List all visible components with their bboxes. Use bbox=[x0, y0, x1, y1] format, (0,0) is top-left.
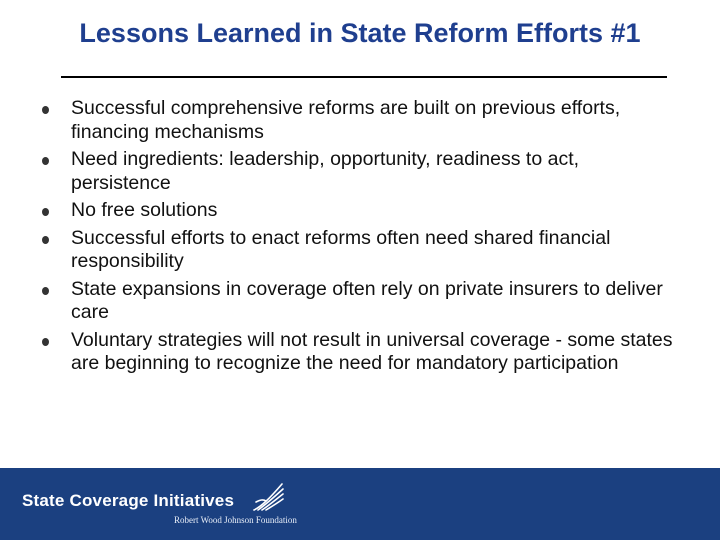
slide-title: Lessons Learned in State Reform Efforts #1 bbox=[79, 18, 641, 48]
footer-foundation: Robert Wood Johnson Foundation bbox=[174, 515, 297, 525]
bullet-item bbox=[40, 97, 680, 144]
bullet-dot-icon bbox=[42, 287, 49, 295]
bullet-text: No free solutions bbox=[71, 199, 218, 221]
bullet-text: Voluntary strategies will not result in universal coverage - some states are beginning to recognize the need for mandatory participation bbox=[71, 328, 673, 374]
bullet-list bbox=[40, 97, 680, 380]
title-divider bbox=[61, 76, 667, 78]
bullet-text: State expansions in coverage often rely on private insurers to deliver care bbox=[71, 277, 663, 323]
bullet-item bbox=[40, 199, 680, 223]
bullet-item bbox=[40, 329, 680, 376]
bullet-text: Successful comprehensive reforms are built on previous efforts, financing mechanisms bbox=[71, 97, 621, 143]
bullet-item bbox=[40, 148, 680, 195]
eagle-logo-icon bbox=[250, 480, 286, 516]
bullet-dot-icon bbox=[42, 208, 49, 216]
bullet-text: Need ingredients: leadership, opportunity, readiness to act, persistence bbox=[71, 148, 580, 194]
bullet-dot-icon bbox=[42, 236, 49, 244]
bullet-dot-icon bbox=[42, 106, 49, 114]
bullet-item bbox=[40, 278, 680, 325]
bullet-dot-icon bbox=[42, 157, 49, 165]
bullet-text: Successful efforts to enact reforms often need shared financial responsibility bbox=[71, 226, 611, 272]
footer-brand-name: State Coverage Initiatives bbox=[22, 491, 235, 510]
bullet-dot-icon bbox=[42, 338, 49, 346]
bullet-item bbox=[40, 227, 680, 274]
